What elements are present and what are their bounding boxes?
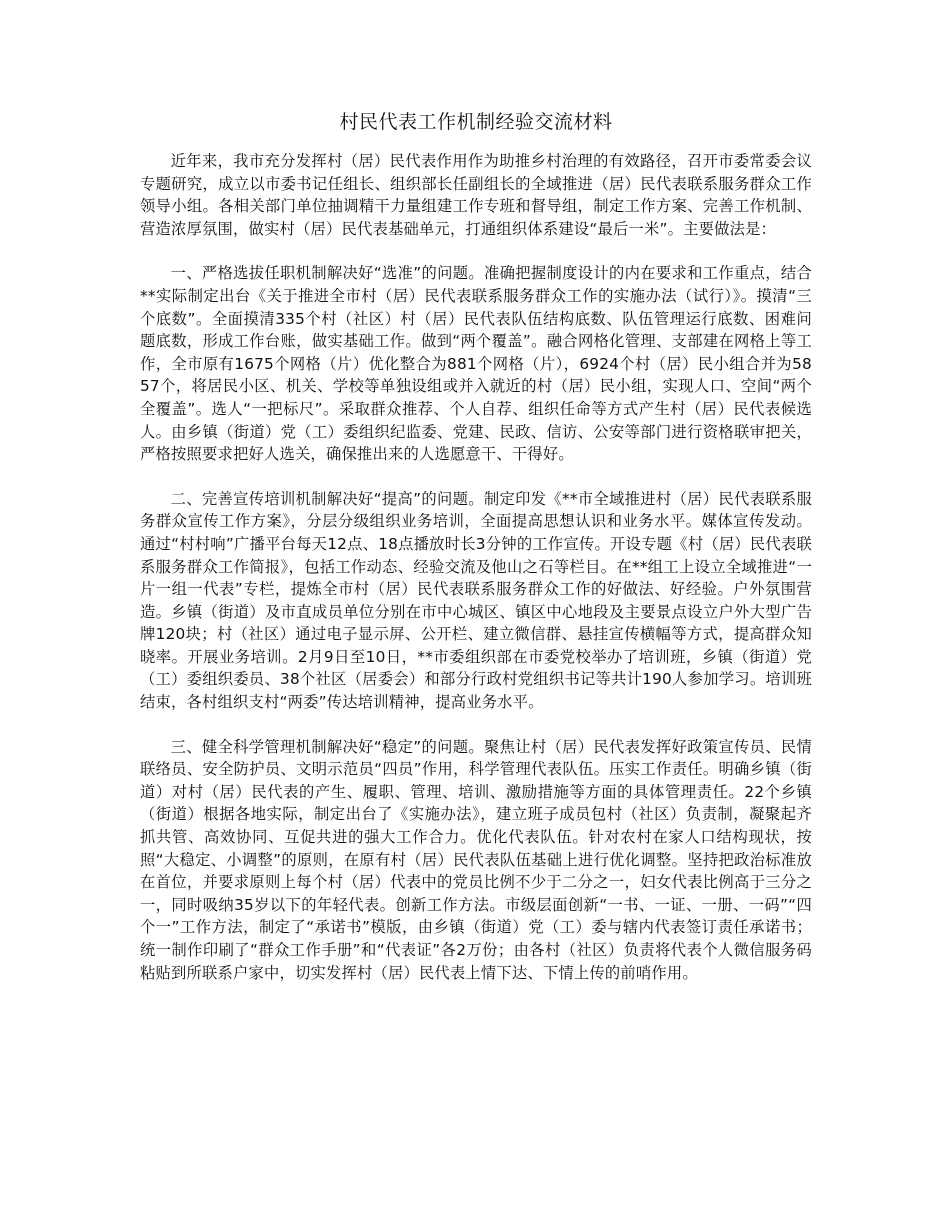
document-title: 村民代表工作机制经验交流材料 bbox=[339, 111, 613, 133]
document-page bbox=[140, 108, 812, 1006]
intro-paragraph: 近年来，我市充分发挥村（居）民代表作用作为助推乡村治理的有效路径，召开市委常委会议专题研究，成立以市委书记任组长、组织部长任副组长的全域推进（居）民代表联系服务群众工作领导小组。各相关部门单位抽调精干力量组建工作专班和督导组，制定工作方案、完善工作机制、营造浓厚氛围，做实村（居）民代表基础单元，打通组织体系建设“最后一米”。主要做法是： bbox=[140, 152, 812, 238]
section-one-paragraph: 一、严格选拔任职机制解决好“选准”的问题。准确把握制度设计的内在要求和工作重点，结合**实际制定出台《关于推进全市村（居）民代表联系服务群众工作的实施办法（试行）》。摸清“三个底数”。全面摸清335个村（社区）村（居）民代表队伍结构底数、队伍管理运行底数、困难问题底数，形成工作台账，做实基础工作。做到“两个覆盖”。融合网格化管理、支部建在网格上等工作，全市原有1675个网格（片）优化整合为881个网格（片），6924个村（居）民小组合并为5857个，将居民小区、机关、学校等单独设组或并入就近的村（居）民小组，实现人口、空间“两个全覆盖”。选人“一把标尺”。采取群众推荐、个人自荐、组织任命等方式产生村（居）民代表候选人。由乡镇（街道）党（工）委组织纪监委、党建、民政、信访、公安等部门进行资格联审把关，严格按照要求把好人选关，确保推出来的人选愿意干、干得好。 bbox=[140, 264, 812, 464]
section-two-paragraph: 二、完善宣传培训机制解决好“提高”的问题。制定印发《**市全域推进村（居）民代表联系服务群众宣传工作方案》，分层分级组织业务培训，全面提高思想认识和业务水平。媒体宣传发动。通过“村村响”广播平台每天12点、18点播放时长3分钟的工作宣传。开设专题《村（居）民代表联系服务群众工作简报》，包括工作动态、经验交流及他山之石等栏目。在**组工上设立全域推进“一片一组一代表”专栏，提炼全市村（居）民代表联系服务群众工作的好做法、好经验。户外氛围营造。乡镇（街道）及市直成员单位分别在市中心城区、镇区中心地段及主要景点设立户外大型广告牌120块；村（社区）通过电子显示屏、公开栏、建立微信群、悬挂宣传横幅等方式，提高群众知晓率。开展业务培训。2月9日至10日，**市委组织部在市委党校举办了培训班，乡镇（街道）党（工）委组织委员、38个社区（居委会）和部分行政村党组织书记等共计190人参加学习。培训班结束，各村组织支村“两委”传达培训精神，提高业务水平。 bbox=[140, 489, 812, 712]
section-three-paragraph: 三、健全科学管理机制解决好“稳定”的问题。聚焦让村（居）民代表发挥好政策宣传员、民情联络员、安全防护员、文明示范员“四员”作用，科学管理代表队伍。压实工作责任。明确乡镇（街道）对村（居）民代表的产生、履职、管理、培训、激励措施等方面的具体管理责任。22个乡镇（街道）根据各地实际，制定出台了《实施办法》，建立班子成员包村（社区）负责制，凝聚起齐抓共管、高效协同、互促共进的强大工作合力。优化代表队伍。针对农村在家人口结构现状，按照“大稳定、小调整”的原则，在原有村（居）民代表队伍基础上进行优化调整。坚持把政治标准放在首位，并要求原则上每个村（居）代表中的党员比例不少于二分之一，妇女代表比例高于三分之一，同时吸纳35岁以下的年轻代表。创新工作方法。市级层面创新“一书、一证、一册、一码”“四个一”工作方法，制定了“承诺书”模版，由乡镇（街道）党（工）委与辖内代表签订责任承诺书；统一制作印刷了“群众工作手册”和“代表证”各2万份；由各村（社区）负责将代表个人微信服务码粘贴到所联系户家中，切实发挥村（居）民代表上情下达、下情上传的前哨作用。 bbox=[140, 737, 812, 982]
